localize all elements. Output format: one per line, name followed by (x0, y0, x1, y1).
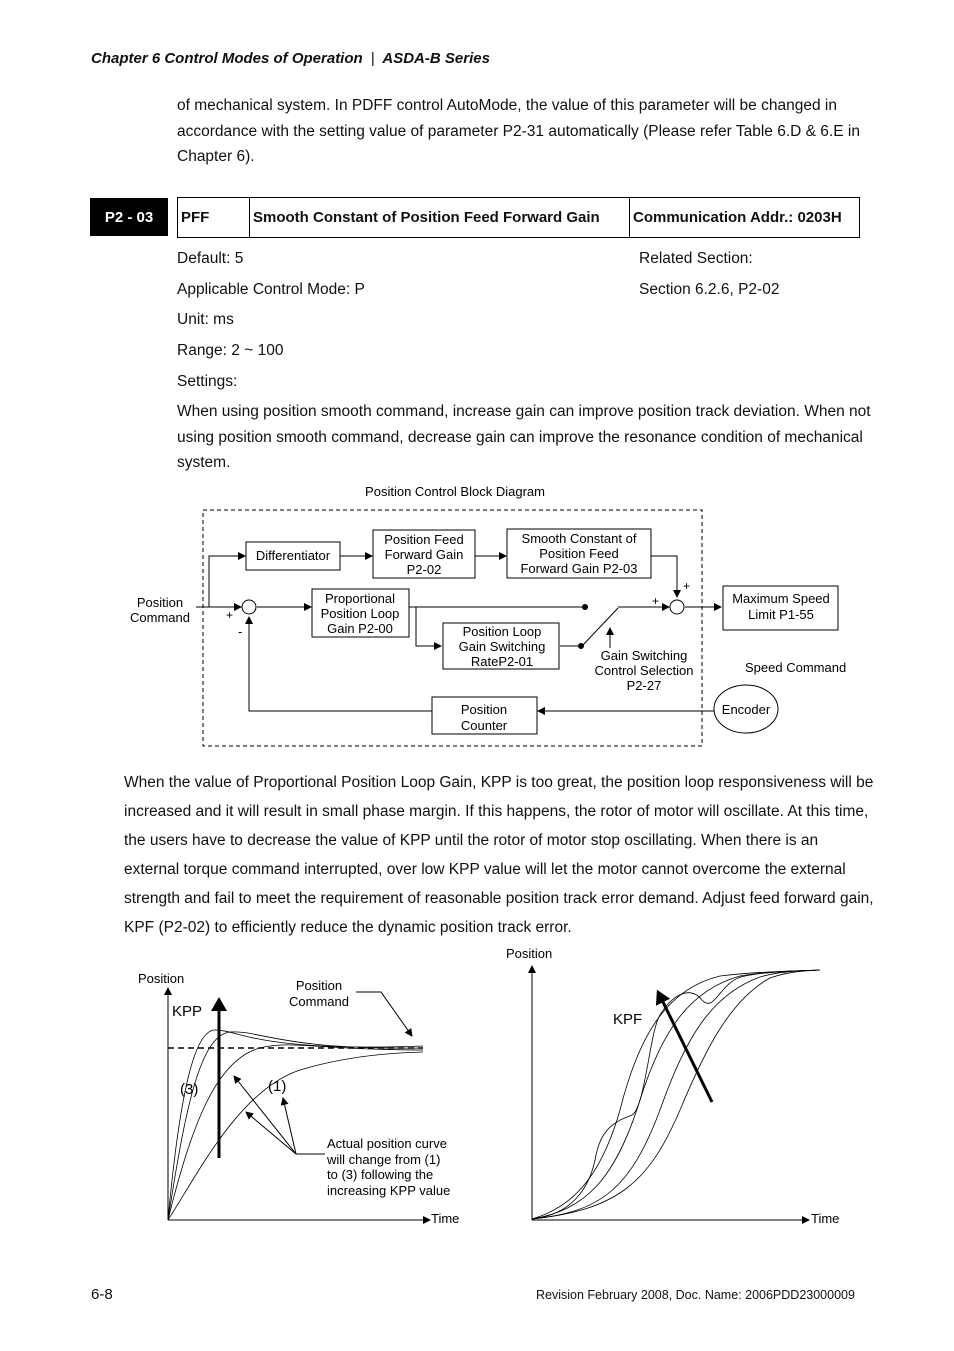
kpf-arrow-label: KPF (613, 1011, 643, 1028)
sum2-plus-top: + (683, 579, 691, 593)
parameter-abbr: PFF (178, 198, 250, 237)
gain-switch-rate-line3: RateP2-01 (470, 654, 534, 669)
max-speed-line1: Maximum Speed (732, 591, 830, 606)
parameter-code-badge: P2 - 03 (90, 198, 168, 236)
settings-text: When using position smooth command, increase gain can improve position track deviation. When not using position smooth command, decrease gain can improve the resonance condition of mechanical system. (177, 403, 871, 471)
curve-3-label: (3) (180, 1081, 199, 1098)
right-graph-ylabel: Position (506, 946, 553, 961)
kpf-curve-2 (532, 970, 820, 1219)
note-line1: Actual position curve (327, 1136, 447, 1151)
smooth-const-line1: Smooth Constant of (521, 531, 637, 546)
input-label-line2: Command (130, 610, 190, 625)
intro-paragraph: of mechanical system. In PDFF control AutoMode, the value of this parameter will be changed in accordance with the setting value of parameter P2-31 automatically (Please refer Table 6.D & 6.E in Chapter 6). (177, 97, 860, 165)
kpf-curve-3 (532, 970, 820, 1219)
cmd-label-line1: Position (295, 978, 343, 993)
parameter-comm-addr: Communication Addr.: 0203H (633, 209, 842, 226)
pff-gain-line2: Forward Gain (384, 547, 464, 562)
kpp-paragraph: When the value of Proportional Position Loop Gain, KPP is too great, the position loop responsiveness will be increased and it will result in small phase margin. If this happens, the rotor of motor will oscillate. At this time, the users have to decrease the value of KPP until the rotor of motor stop oscillating. When there is an external torque command interrupted, over low KPP value will let the motor cannot overcome the external strength and fail to meet the requirement of reasonable position track error demand. Adjust feed forward gain, KPF (P2-02) to efficiently reduce the dynamic position track error. (124, 774, 874, 936)
related-section-label: Related Section: (639, 250, 753, 267)
kpp-response-graph (138, 971, 459, 1226)
related-section-value: Section 6.2.6, P2-02 (639, 281, 780, 298)
left-graph-ylabel: Position (138, 971, 185, 986)
gain-switch-sel-line1: Gain Switching (600, 648, 688, 663)
note-line2: will change from (1) (327, 1152, 441, 1167)
gain-switch-sel-line3: P2-27 (626, 678, 662, 693)
pff-gain-line3: P2-02 (406, 562, 442, 577)
input-label-line1: Position (136, 595, 184, 610)
gain-switch-rate-line2: Gain Switching (458, 639, 546, 654)
default-value: Default: 5 (177, 250, 244, 267)
page-number: 6-8 (91, 1286, 113, 1303)
counter-line2: Counter (460, 718, 508, 733)
left-graph-xlabel: Time (431, 1211, 460, 1226)
kpp-line1: Proportional (324, 591, 396, 606)
diagram-title: Position Control Block Diagram (365, 484, 545, 499)
kpp-arrow-label: KPP (172, 1003, 203, 1020)
kpf-curve-5 (532, 970, 820, 1219)
sum1-minus: - (238, 624, 243, 639)
settings-label: Settings: (177, 373, 238, 390)
chapter-title: Chapter 6 Control Modes of Operation (91, 50, 363, 67)
curve-1-label: (1) (268, 1078, 287, 1095)
counter-line1: Position (460, 702, 508, 717)
kpf-response-graph (506, 946, 839, 1226)
gain-switch-sel-line2: Control Selection (594, 663, 694, 678)
series-title: ASDA-B Series (382, 50, 490, 67)
speed-command-label: Speed Command (745, 660, 847, 675)
revision-note: Revision February 2008, Doc. Name: 2006PDD23000009 (536, 1288, 855, 1302)
kpf-curve-1 (532, 970, 820, 1219)
differentiator-block: Differentiator (255, 548, 331, 563)
note-line4: increasing KPP value (327, 1183, 451, 1198)
max-speed-line2: Limit P1-55 (748, 607, 814, 622)
cmd-label-line2: Command (289, 994, 349, 1009)
sum2-plus-left: + (652, 594, 660, 608)
smooth-const-line3: Forward Gain P2-03 (520, 561, 638, 576)
smooth-const-line2: Position Feed (539, 546, 619, 561)
gain-switch-rate-line1: Position Loop (462, 624, 542, 639)
unit: Unit: ms (177, 311, 234, 328)
kpp-line2: Position Loop (320, 606, 400, 621)
control-mode: Applicable Control Mode: P (177, 281, 365, 298)
encoder-node: Encoder (721, 702, 771, 717)
pff-gain-line1: Position Feed (384, 532, 464, 547)
note-line3: to (3) following the (327, 1167, 434, 1182)
header-separator: | (370, 50, 375, 67)
parameter-name: Smooth Constant of Position Feed Forward Gain (250, 198, 630, 237)
kpf-curve-4 (532, 970, 820, 1219)
response-graphs (0, 940, 954, 1240)
sum1-plus: + (226, 608, 234, 622)
kpf-increase-arrow (660, 996, 712, 1102)
right-graph-xlabel: Time (811, 1211, 840, 1226)
kpp-line3: Gain P2-00 (327, 621, 393, 636)
range: Range: 2 ~ 100 (177, 342, 284, 359)
